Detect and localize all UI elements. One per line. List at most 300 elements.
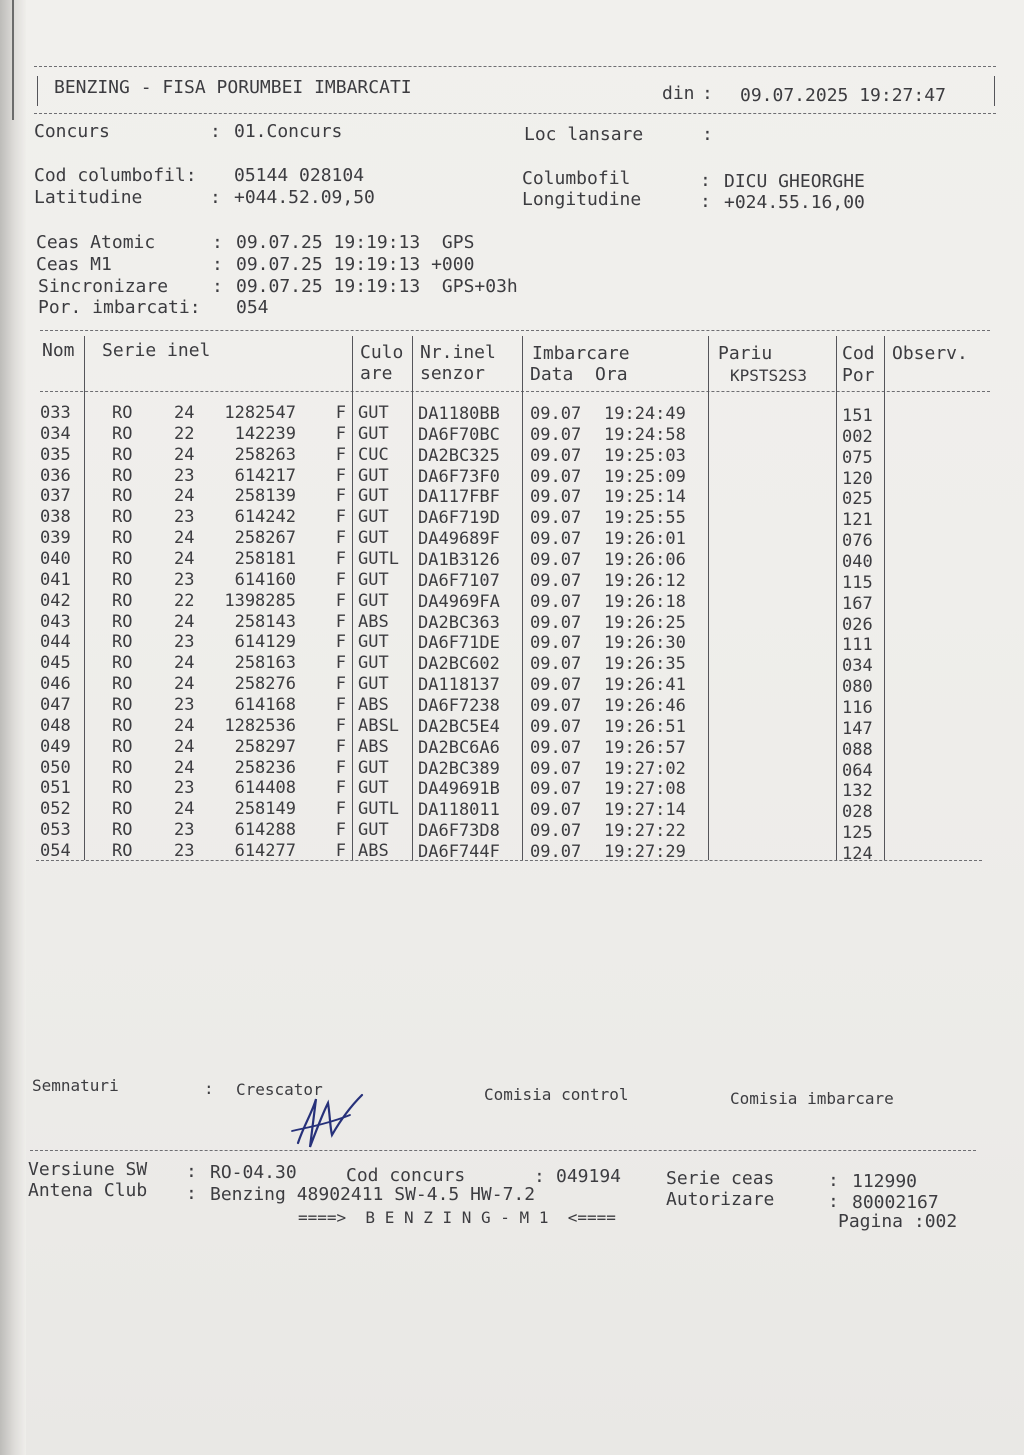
cell-culoare: ABS — [358, 736, 389, 757]
cell-ora: 19:27:29 — [604, 842, 686, 863]
cell-tara: RO — [112, 403, 133, 423]
cell-culoare: GUTL — [358, 799, 399, 820]
cell-nom: 053 — [40, 820, 71, 841]
cod-columbofil-value: 05144 028104 — [234, 165, 365, 186]
cell-data: 09.07 — [530, 716, 582, 737]
cell-data: 09.07 — [530, 612, 582, 633]
latitudine-colon: : — [210, 187, 221, 208]
cell-culoare: GUT — [358, 423, 389, 444]
latitudine-label: Latitudine — [34, 187, 143, 208]
cell-sex: F — [335, 444, 346, 465]
cell-senzor: DA2BC363 — [418, 612, 500, 633]
col-divider-serie — [352, 336, 353, 860]
cell-sex: F — [335, 569, 346, 590]
versiune-colon: : — [186, 1161, 197, 1182]
cell-ora: 19:27:08 — [604, 779, 686, 800]
semnaturi-label: Semnaturi — [32, 1076, 119, 1095]
cell-culoare: GUT — [358, 403, 389, 423]
cell-nr-inel: 614277 — [234, 841, 296, 862]
cell-sex: F — [335, 486, 346, 507]
cell-tara: RO — [112, 549, 133, 570]
cell-nr-inel: 614168 — [234, 695, 296, 716]
cell-data: 09.07 — [530, 404, 582, 424]
cod-concurs-colon: : — [534, 1166, 545, 1187]
cell-data: 09.07 — [530, 675, 582, 696]
cell-sex: F — [335, 423, 346, 444]
footer-top-rule — [30, 1150, 976, 1151]
cell-culoare: GUT — [358, 632, 389, 653]
cell-nr-inel: 142239 — [234, 423, 296, 444]
versiune-value: RO-04.30 — [210, 1162, 297, 1183]
cell-sex: F — [335, 653, 346, 674]
cell-ora: 19:26:41 — [604, 675, 686, 696]
cell-senzor: DA6F744F — [418, 842, 500, 863]
cell-tara: RO — [112, 590, 133, 611]
cell-nr-inel: 258181 — [234, 549, 296, 570]
cell-data: 09.07 — [530, 466, 582, 487]
cell-tara: RO — [112, 486, 133, 507]
col-divider-imbarcare — [708, 336, 709, 860]
cell-nom: 038 — [40, 507, 71, 528]
cell-nr-inel: 614408 — [234, 778, 296, 799]
cell-nom: 044 — [40, 632, 71, 653]
cell-data: 09.07 — [530, 779, 582, 800]
cell-ora: 19:26:18 — [604, 591, 686, 612]
concurs-colon: : — [210, 121, 221, 142]
header-nom: Nom — [42, 340, 75, 361]
cell-cod-por: 075 — [842, 447, 873, 468]
cell-culoare: GUT — [358, 757, 389, 778]
longitudine-label: Longitudine — [522, 189, 642, 210]
header-culoare-2: are — [360, 363, 393, 384]
por-imbarcati-value: 054 — [236, 297, 269, 318]
cell-senzor: DA6F73F0 — [418, 466, 500, 487]
cell-an: 24 — [174, 403, 195, 423]
cell-an: 24 — [174, 715, 195, 736]
cell-nr-inel: 1282536 — [224, 715, 296, 736]
cell-cod-por: 124 — [842, 844, 873, 865]
ceas-atomic-value: 09.07.25 19:19:13 GPS — [236, 232, 475, 253]
cell-ora: 19:25:14 — [604, 487, 686, 508]
cell-cod-por: 116 — [842, 698, 873, 719]
cell-ora: 19:26:46 — [604, 696, 686, 717]
cell-sex: F — [335, 799, 346, 820]
autorizare-colon: : — [828, 1191, 839, 1212]
cell-ora: 19:26:12 — [604, 570, 686, 591]
cell-tara: RO — [112, 653, 133, 674]
cell-an: 23 — [174, 695, 195, 716]
cell-data: 09.07 — [530, 842, 582, 863]
cell-culoare: GUTL — [358, 549, 399, 570]
cell-senzor: DA118137 — [418, 675, 500, 696]
cell-sex: F — [335, 841, 346, 862]
cell-nom: 045 — [40, 653, 71, 674]
ceas-m1-value: 09.07.25 19:19:13 +000 — [236, 254, 475, 275]
cell-data: 09.07 — [530, 821, 582, 842]
longitudine-colon: : — [700, 191, 711, 212]
cell-cod-por: 147 — [842, 718, 873, 739]
concurs-value: 01.Concurs — [234, 121, 343, 142]
cell-tara: RO — [112, 778, 133, 799]
cod-columbofil-label: Cod columbofil: — [34, 165, 197, 186]
cell-an: 23 — [174, 465, 195, 486]
cell-nom: 047 — [40, 695, 71, 716]
columbofil-value: DICU GHEORGHE — [724, 171, 865, 192]
sincronizare-label: Sincronizare — [38, 276, 169, 297]
col-divider-culoare — [412, 336, 413, 860]
cell-cod-por: 111 — [842, 635, 873, 656]
cell-an: 24 — [174, 757, 195, 778]
cell-tara: RO — [112, 820, 133, 841]
antena-club-colon: : — [186, 1183, 197, 1204]
cell-tara: RO — [112, 569, 133, 590]
loc-lansare-label: Loc lansare — [524, 124, 644, 145]
cell-sex: F — [335, 611, 346, 632]
ceas-m1-label: Ceas M1 — [36, 254, 112, 275]
cell-ora: 19:27:02 — [604, 758, 686, 779]
cell-nom: 036 — [40, 465, 71, 486]
columbofil-colon: : — [700, 170, 711, 191]
cell-tara: RO — [112, 423, 133, 444]
antena-club-label: Antena Club — [28, 1180, 148, 1201]
cell-data: 09.07 — [530, 508, 582, 529]
cell-nom: 048 — [40, 715, 71, 736]
cell-nom: 050 — [40, 757, 71, 778]
cell-sex: F — [335, 695, 346, 716]
cell-senzor: DA4969FA — [418, 591, 500, 612]
sincronizare-colon: : — [212, 276, 223, 297]
cell-cod-por: 064 — [842, 760, 873, 781]
cell-data: 09.07 — [530, 737, 582, 758]
cell-nr-inel: 258236 — [234, 757, 296, 778]
cell-senzor: DA2BC5E4 — [418, 716, 500, 737]
cell-ora: 19:26:01 — [604, 529, 686, 550]
cell-senzor: DA6F70BC — [418, 424, 500, 445]
cell-nom: 035 — [40, 444, 71, 465]
cell-cod-por: 088 — [842, 739, 873, 760]
cell-tara: RO — [112, 611, 133, 632]
cell-sex: F — [335, 736, 346, 757]
cell-senzor: DA118011 — [418, 800, 500, 821]
cell-nom: 040 — [40, 549, 71, 570]
serie-ceas-value: 112990 — [852, 1171, 918, 1192]
cell-an: 24 — [174, 611, 195, 632]
cell-tara: RO — [112, 736, 133, 757]
cell-data: 09.07 — [530, 654, 582, 675]
cell-cod-por: 115 — [842, 572, 873, 593]
cell-nr-inel: 1282547 — [224, 403, 296, 423]
longitudine-value: +024.55.16,00 — [724, 192, 865, 213]
page-number: Pagina :002 — [838, 1211, 958, 1232]
cell-sex: F — [335, 507, 346, 528]
cell-nr-inel: 614242 — [234, 507, 296, 528]
cell-an: 23 — [174, 820, 195, 841]
cell-cod-por: 028 — [842, 802, 873, 823]
cell-data: 09.07 — [530, 424, 582, 445]
cell-ora: 19:26:57 — [604, 737, 686, 758]
cell-culoare: GUT — [358, 507, 389, 528]
table-header-rule — [40, 391, 990, 392]
cell-culoare: GUT — [358, 778, 389, 799]
cell-nom: 052 — [40, 799, 71, 820]
loc-lansare-colon: : — [702, 124, 713, 145]
cell-cod-por: 121 — [842, 510, 873, 531]
col-divider-pariu — [836, 336, 837, 860]
cell-nom: 039 — [40, 528, 71, 549]
cell-nr-inel: 614288 — [234, 820, 296, 841]
cell-an: 23 — [174, 778, 195, 799]
header-top-rule — [34, 66, 996, 67]
cell-nom: 034 — [40, 423, 71, 444]
cell-nom: 046 — [40, 674, 71, 695]
header-nrinel-1: Nr.inel — [420, 342, 496, 363]
header-cod-1: Cod — [842, 343, 875, 364]
cell-cod-por: 125 — [842, 823, 873, 844]
cell-sex: F — [335, 528, 346, 549]
cell-data: 09.07 — [530, 570, 582, 591]
cell-senzor: DA6F73D8 — [418, 821, 500, 842]
serie-ceas-label: Serie ceas — [666, 1168, 775, 1189]
cell-senzor: DA49691B — [418, 779, 500, 800]
header-culoare-1: Culo — [360, 342, 404, 363]
cell-data: 09.07 — [530, 633, 582, 654]
comisia-imbarcare-label: Comisia imbarcare — [730, 1089, 894, 1108]
cell-culoare: GUT — [358, 653, 389, 674]
cell-an: 24 — [174, 528, 195, 549]
cell-nr-inel: 258163 — [234, 653, 296, 674]
cell-culoare: GUT — [358, 486, 389, 507]
cell-sex: F — [335, 403, 346, 423]
cell-culoare: ABS — [358, 611, 389, 632]
cell-nom: 049 — [40, 736, 71, 757]
cell-culoare: GUT — [358, 820, 389, 841]
col-divider-nrinel — [522, 336, 523, 860]
crescator-label: Crescator — [236, 1080, 323, 1099]
page-binding-edge — [0, 0, 26, 1455]
cell-ora: 19:25:03 — [604, 445, 686, 466]
cell-data: 09.07 — [530, 696, 582, 717]
cell-cod-por: 120 — [842, 468, 873, 489]
table-top-rule — [40, 330, 990, 331]
cell-culoare: GUT — [358, 528, 389, 549]
cell-nr-inel: 258276 — [234, 674, 296, 695]
cell-culoare: GUT — [358, 569, 389, 590]
cell-sex: F — [335, 549, 346, 570]
cell-senzor: DA49689F — [418, 529, 500, 550]
cell-sex: F — [335, 465, 346, 486]
cell-nom: 037 — [40, 486, 71, 507]
cell-data: 09.07 — [530, 591, 582, 612]
cell-cod-por: 080 — [842, 677, 873, 698]
header-pariu-1: Pariu — [718, 343, 773, 364]
cell-an: 24 — [174, 799, 195, 820]
cell-an: 24 — [174, 674, 195, 695]
cell-an: 24 — [174, 444, 195, 465]
cell-culoare: ABS — [358, 841, 389, 862]
antena-club-value: Benzing 48902411 SW-4.5 HW-7.2 — [210, 1184, 536, 1205]
cell-nom: 033 — [40, 403, 71, 423]
versiune-label: Versiune SW — [28, 1159, 148, 1180]
concurs-label: Concurs — [34, 121, 110, 142]
report-title: BENZING - FISA PORUMBEI IMBARCATI — [54, 77, 412, 98]
cell-nr-inel: 258143 — [234, 611, 296, 632]
report-date-value: 09.07.2025 19:27:47 — [740, 85, 946, 106]
header-cod-2: Por — [842, 365, 875, 386]
cell-sex: F — [335, 715, 346, 736]
cell-sex: F — [335, 757, 346, 778]
columbofil-label: Columbofil — [522, 168, 631, 189]
cell-senzor: DA1B3126 — [418, 550, 500, 571]
cell-tara: RO — [112, 507, 133, 528]
cell-sex: F — [335, 590, 346, 611]
cell-sex: F — [335, 674, 346, 695]
cell-nr-inel: 258267 — [234, 528, 296, 549]
cell-an: 24 — [174, 736, 195, 757]
cell-sex: F — [335, 778, 346, 799]
autorizare-label: Autorizare — [666, 1189, 775, 1210]
report-date-label: din — [662, 83, 695, 104]
cell-an: 24 — [174, 549, 195, 570]
cell-nr-inel: 614160 — [234, 569, 296, 590]
benzing-banner: ====> B E N Z I N G - M 1 <==== — [298, 1208, 616, 1227]
cell-cod-por: 026 — [842, 614, 873, 635]
report-date-colon: : — [702, 83, 713, 104]
cell-tara: RO — [112, 674, 133, 695]
cell-ora: 19:26:30 — [604, 633, 686, 654]
header-right-bar — [994, 76, 995, 106]
serie-ceas-colon: : — [828, 1170, 839, 1191]
latitudine-value: +044.52.09,50 — [234, 187, 375, 208]
cell-data: 09.07 — [530, 758, 582, 779]
cell-senzor: DA2BC6A6 — [418, 737, 500, 758]
cell-tara: RO — [112, 632, 133, 653]
header-bottom-rule — [34, 113, 996, 114]
cell-cod-por: 076 — [842, 531, 873, 552]
cell-an: 22 — [174, 590, 195, 611]
autorizare-value: 80002167 — [852, 1192, 939, 1213]
cell-an: 24 — [174, 653, 195, 674]
header-left-bar — [37, 76, 38, 106]
cell-senzor: DA6F719D — [418, 508, 500, 529]
header-observ: Observ. — [892, 343, 968, 364]
cell-cod-por: 002 — [842, 426, 873, 447]
cell-tara: RO — [112, 528, 133, 549]
semnaturi-colon: : — [204, 1079, 214, 1098]
cell-tara: RO — [112, 444, 133, 465]
cell-cod-por: 132 — [842, 781, 873, 802]
cell-senzor: DA2BC325 — [418, 445, 500, 466]
cell-nom: 042 — [40, 590, 71, 611]
header-pariu-2: KPSTS2S3 — [730, 366, 808, 385]
cell-cod-por: 167 — [842, 593, 873, 614]
header-serie-inel: Serie inel — [102, 340, 211, 361]
cell-ora: 19:26:25 — [604, 612, 686, 633]
cell-cod-por: 040 — [842, 552, 873, 573]
cell-data: 09.07 — [530, 445, 582, 466]
cod-concurs-value: 049194 — [556, 1166, 622, 1187]
cell-senzor: DA1180BB — [418, 404, 500, 424]
cell-nom: 054 — [40, 841, 71, 862]
cell-cod-por: 025 — [842, 489, 873, 510]
cell-culoare: GUT — [358, 674, 389, 695]
cell-an: 22 — [174, 423, 195, 444]
cell-culoare: ABSL — [358, 715, 399, 736]
sincronizare-value: 09.07.25 19:19:13 GPS+03h — [236, 276, 518, 297]
cell-an: 23 — [174, 507, 195, 528]
cell-nr-inel: 614129 — [234, 632, 296, 653]
cell-nr-inel: 614217 — [234, 465, 296, 486]
cell-sex: F — [335, 820, 346, 841]
ceas-atomic-label: Ceas Atomic — [36, 232, 156, 253]
cell-an: 23 — [174, 841, 195, 862]
cell-tara: RO — [112, 841, 133, 862]
cell-culoare: ABS — [358, 695, 389, 716]
cell-nr-inel: 258149 — [234, 799, 296, 820]
cell-tara: RO — [112, 757, 133, 778]
cell-ora: 19:24:58 — [604, 424, 686, 445]
cell-tara: RO — [112, 799, 133, 820]
cell-data: 09.07 — [530, 529, 582, 550]
cell-ora: 19:27:22 — [604, 821, 686, 842]
cell-tara: RO — [112, 695, 133, 716]
cell-ora: 19:26:06 — [604, 550, 686, 571]
cell-nr-inel: 258139 — [234, 486, 296, 507]
cell-senzor: DA2BC389 — [418, 758, 500, 779]
cell-senzor: DA6F7107 — [418, 570, 500, 591]
cell-data: 09.07 — [530, 550, 582, 571]
cell-ora: 19:25:09 — [604, 466, 686, 487]
cell-nr-inel: 1398285 — [224, 590, 296, 611]
cell-senzor: DA6F71DE — [418, 633, 500, 654]
cell-senzor: DA6F7238 — [418, 696, 500, 717]
cell-ora: 19:27:14 — [604, 800, 686, 821]
cell-ora: 19:26:35 — [604, 654, 686, 675]
por-imbarcati-label: Por. imbarcati: — [38, 297, 201, 318]
cell-culoare: GUT — [358, 465, 389, 486]
cell-senzor: DA2BC602 — [418, 654, 500, 675]
cell-ora: 19:25:55 — [604, 508, 686, 529]
cell-an: 23 — [174, 632, 195, 653]
cell-nr-inel: 258263 — [234, 444, 296, 465]
cell-senzor: DA117FBF — [418, 487, 500, 508]
cell-culoare: GUT — [358, 590, 389, 611]
cell-culoare: CUC — [358, 444, 389, 465]
cell-ora: 19:26:51 — [604, 716, 686, 737]
ceas-m1-colon: : — [212, 254, 223, 275]
handwritten-signature — [290, 1085, 380, 1155]
cell-tara: RO — [112, 715, 133, 736]
header-imbarcare-2: Data Ora — [530, 364, 628, 385]
cell-an: 24 — [174, 486, 195, 507]
col-divider-nom — [84, 336, 85, 860]
cell-nr-inel: 258297 — [234, 736, 296, 757]
cell-tara: RO — [112, 465, 133, 486]
cell-data: 09.07 — [530, 487, 582, 508]
cell-cod-por: 151 — [842, 406, 873, 426]
cod-concurs-label: Cod concurs — [346, 1165, 466, 1186]
cell-cod-por: 034 — [842, 656, 873, 677]
ceas-atomic-colon: : — [212, 232, 223, 253]
cell-nom: 041 — [40, 569, 71, 590]
cell-sex: F — [335, 632, 346, 653]
header-nrinel-2: senzor — [420, 363, 486, 384]
comisia-control-label: Comisia control — [484, 1085, 629, 1104]
cell-an: 23 — [174, 569, 195, 590]
cell-nom: 043 — [40, 611, 71, 632]
cell-nom: 051 — [40, 778, 71, 799]
col-divider-cod — [884, 336, 885, 860]
header-imbarcare-1: Imbarcare — [532, 343, 630, 364]
